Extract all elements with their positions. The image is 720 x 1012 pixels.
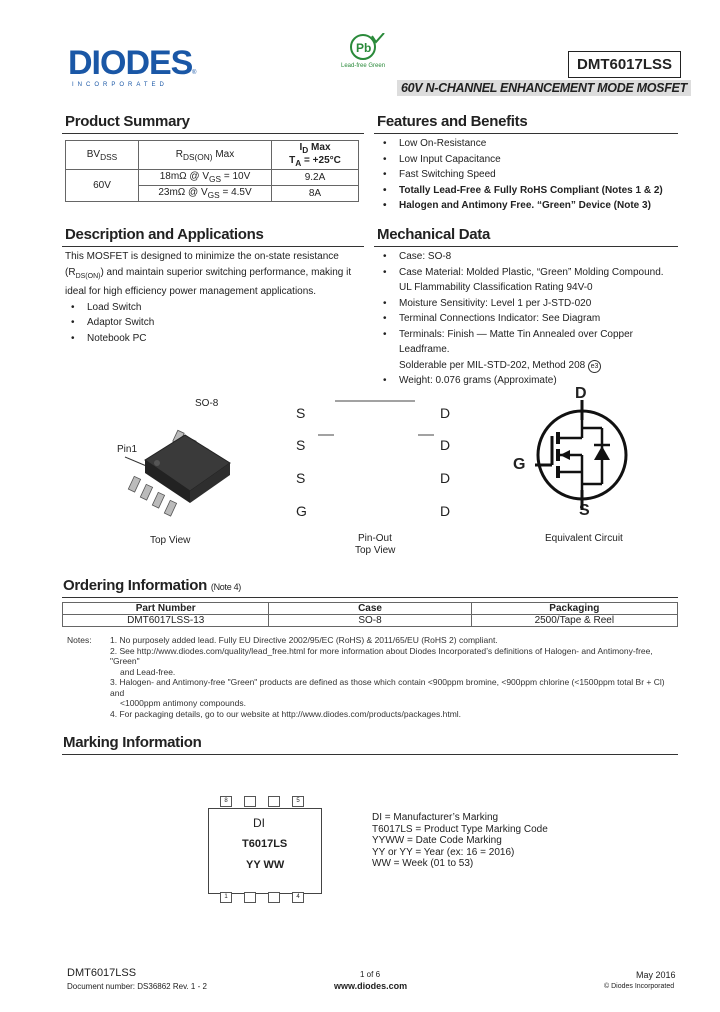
description-line: ideal for high efficiency power management applications. [65,286,317,297]
legend-item: DI = Manufacturer’s Marking [372,812,499,823]
legend-item: YYWW = Date Code Marking [372,835,502,846]
feature-item: • Low Input Capacitance [399,152,677,168]
application-item: • Notebook PC [87,331,358,347]
circuit-s-label: S [579,502,590,519]
marking-date: YY WW [246,859,285,871]
footer-page: 1 of 6 [360,970,381,979]
pinout-caption: Pin-Out [358,533,392,544]
mechanical-item: • Weight: 0.076 grams (Approximate) [399,373,679,389]
ordering-table [62,602,678,627]
marking-pin: 1 [220,892,232,903]
note-item: <1000ppm antimony compounds. [120,698,246,708]
section-divider [374,246,678,247]
marking-package-drawing [206,796,324,906]
pin-label: S [296,405,306,421]
mosfet-symbol-icon [520,400,650,515]
ordering-title: Ordering Information (Note 4) [63,577,242,594]
features-title: Features and Benefits [377,113,528,130]
id-value: 8A [272,186,359,202]
note-item: and Lead-free. [120,666,176,677]
feature-item: • Totally Lead-Free & Fully RoHS Compliant (Notes 1 & 2) [399,183,677,199]
legend-item: WW = Week (01 to 53) [372,858,474,869]
part-number-box: DMT6017LSS [568,51,681,78]
application-item: • Adaptor Switch [87,315,358,331]
pin1-label: Pin1 [117,444,138,455]
pin-label: G [296,503,307,519]
rds-header: $R_{DS(ON)}$ Max [139,141,272,170]
ordering-header: Packaging [471,603,677,615]
device-subtitle: 60V N-CHANNEL ENHANCEMENT MODE MOSFET [397,80,691,96]
footer-website-link[interactable]: www.diodes.com [334,981,408,991]
diodes-logo: DIODES [68,44,193,82]
ordering-cell: SO-8 [269,615,471,627]
mechanical-item: • Terminals: Finish — Matte Tin Annealed over Copper Leadframe. Solderable per MIL-STD-202, Method 208 e3 [399,327,679,374]
mechanical-item: • Case Material: Molded Plastic, “Green” Molding Compound. UL Flammability Classification Rating 94V-0 [399,265,679,296]
marking-legend [372,812,548,870]
logo-subtext: INCORPORATED [72,82,168,88]
section-divider [62,133,364,134]
feature-item: • Halogen and Antimony Free. “Green” Device (Note 3) [399,198,677,214]
marking-package-body [208,808,322,894]
pin-label: D [440,405,451,421]
bv-header: $BV_{DSS}$ [66,141,139,170]
pin-label: S [296,437,306,453]
footer-doc: Document number: DS36862 Rev. 1 - 2 [67,982,207,991]
pin-label: D [440,503,451,519]
note-item: 2. See http://www.diodes.com/quality/lead_free.html for more information about Diodes Incorporated’s definitions of Halogen- and Antimony-free, "Green" [110,645,653,666]
product-summary-table-wrap [65,140,359,202]
circuit-g-label: G [513,456,526,473]
note-item: 1. No purposely added lead. Fully EU Directive 2002/95/EC (RoHS) & 2011/65/EU (RoHS 2) compliant. [110,635,498,645]
description-text [65,249,358,346]
legend-logo-icon: DI [372,812,382,823]
marking-title: Marking Information [63,734,202,751]
pin-label: D [440,437,451,453]
logo-registered-mark: ® [192,70,197,76]
pb-free-label: Lead-free Green [341,63,386,69]
product-summary-table [65,140,359,202]
ordering-header: Part Number [63,603,269,615]
description-title: Description and Applications [65,226,264,243]
rds-value: 18mΩ @ $V_{GS} = 10V$ [139,170,272,186]
e3-mark-icon: e3 [588,360,601,373]
marking-pin: 4 [292,892,304,903]
feature-item: • Fast Switching Speed [399,167,677,183]
circuit-d-label: D [575,385,587,402]
notes-list [110,635,680,719]
legend-item: T6017LS = Product Type Marking Code [372,823,548,835]
pin-label: D [440,470,451,486]
package-label: SO-8 [195,398,219,409]
product-summary-title: Product Summary [65,113,190,130]
section-divider [62,597,678,598]
pin-label: S [296,470,306,486]
id-value: 9.2A [272,170,359,186]
bv-value: 60V [66,170,139,202]
footer-part: DMT6017LSS [67,967,137,979]
circuit-caption: Equivalent Circuit [545,533,623,544]
feature-item: • Low On-Resistance [399,136,677,152]
marking-pin [244,796,256,807]
ordering-header: Case [269,603,471,615]
section-divider [374,133,678,134]
section-divider [62,754,678,755]
note-item: 3. Halogen- and Antimony-free "Green" products are defined as those which contain <900ppm bromine, <900ppm chlorine (<1500ppm total Br + Cl) and [110,677,665,698]
legend-item: YY or YY = Year (ex: 16 = 2016) [372,846,515,858]
mechanical-item: • Case: SO-8 [399,249,679,265]
marking-pin [268,892,280,903]
so8-package-drawing [115,425,245,530]
marking-pin: 5 [292,796,304,807]
description-line: $(R_{DS(ON)})$ and maintain superior switching performance, making it [65,266,352,280]
note-item: 4. For packaging details, go to our website at http://www.diodes.com/products/packages.html. [110,708,462,719]
ordering-cell: DMT6017LSS-13 [63,615,269,627]
application-item: • Load Switch [87,300,358,316]
svg-text:Pb: Pb [356,41,372,55]
marking-pin [268,796,280,807]
description-line: This MOSFET is designed to minimize the on-state resistance [65,251,339,262]
pinout-caption: Top View [355,545,396,556]
ordering-table-wrap [62,602,678,627]
ordering-cell: 2500/Tape & Reel [471,615,677,627]
marking-pin: 8 [220,796,232,807]
marking-pin [244,892,256,903]
notes-label: Notes: [67,635,92,645]
features-list [377,136,677,214]
mechanical-list [377,249,679,389]
section-divider [62,246,364,247]
top-view-caption: Top View [150,535,191,546]
marking-logo: DI [253,816,265,830]
mechanical-item: • Terminal Connections Indicator: See Diagram [399,311,679,327]
id-header: $I_D$ Max $T_A = +25^\circ C$ [272,141,359,170]
pinout-diagram [290,395,465,525]
footer-date: May 2016 [636,970,676,980]
mechanical-item: • Moisture Sensitivity: Level 1 per J-STD-020 [399,296,679,312]
rds-value: 23mΩ @ $V_{GS} = 4.5V$ [139,186,272,202]
mechanical-title: Mechanical Data [377,226,491,243]
marking-code: T6017LS [242,838,288,850]
applications-list [65,300,358,347]
footer-copyright: © Diodes Incorporated [604,983,675,990]
